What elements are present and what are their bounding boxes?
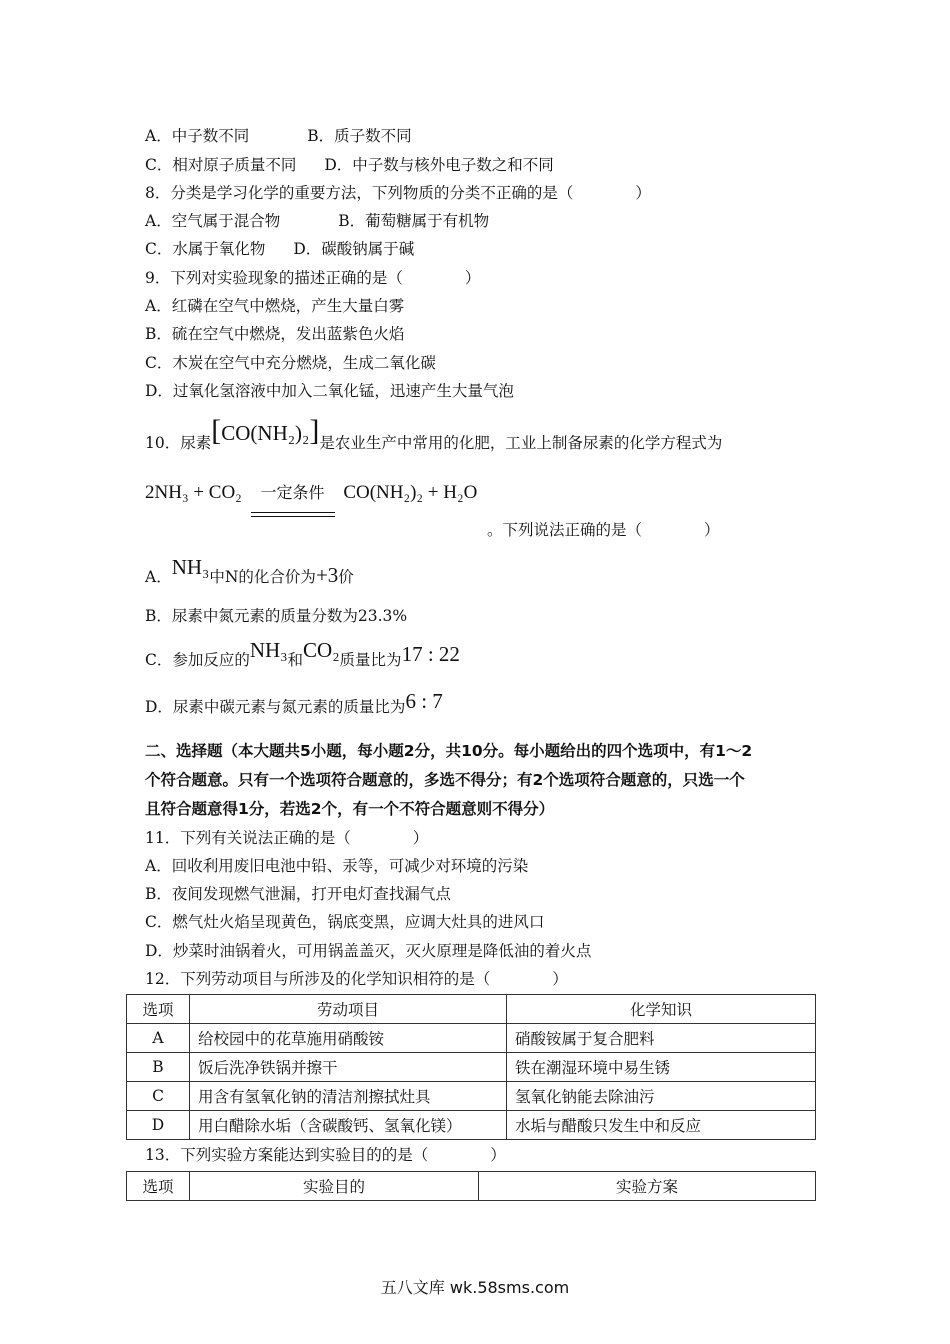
q13-header-option: 选项 xyxy=(127,1172,190,1201)
q10-option-a-label: A． xyxy=(145,568,172,586)
table-row xyxy=(127,1024,816,1053)
q9-option-c: C．木炭在空气中充分燃烧，生成二氧化碳 xyxy=(145,354,436,372)
q10-option-c-formula2: CO₂ xyxy=(303,638,340,662)
q12-header-option: 选项 xyxy=(127,995,190,1024)
q10-equation xyxy=(145,478,477,508)
table-cell: 用白醋除水垢（含碳酸钙、氢氧化镁） xyxy=(190,1111,507,1140)
q10-option-c xyxy=(145,638,460,675)
table-row xyxy=(127,1053,816,1082)
q11-stem: 11．下列有关说法正确的是（ ） xyxy=(145,829,429,847)
q8-option-b: B．葡萄糖属于有机物 xyxy=(338,212,490,230)
q10-eq-condition: 一定条件 xyxy=(260,483,325,502)
q10-ask: 。下列说法正确的是（ ） xyxy=(487,521,720,539)
table-cell: 水垢与醋酸只发生中和反应 xyxy=(507,1111,816,1140)
q13-table xyxy=(126,1171,816,1201)
q10-option-a-value: +3 xyxy=(315,563,339,587)
q11-option-a: A．回收利用废旧电池中铅、汞等，可减少对环境的污染 xyxy=(145,857,529,875)
q12-table xyxy=(126,994,816,1140)
q13-header-plan: 实验方案 xyxy=(479,1172,816,1201)
q10-option-a-suffix: 价 xyxy=(338,568,354,586)
section2-heading-line1: 二、选择题（本大题共5小题，每小题2分，共10分。每小题给出的四个选项中，有1～2 xyxy=(145,742,753,760)
q10-option-c-formula1: NH₃ xyxy=(249,638,288,662)
table-cell: D xyxy=(127,1111,190,1140)
q12-header-knowledge: 化学知识 xyxy=(507,995,816,1024)
table-cell: 用含有氢氧化钠的清洁剂擦拭灶具 xyxy=(190,1082,507,1111)
q7-option-b: B．质子数不同 xyxy=(307,127,412,145)
section2-heading-line2: 个符合题意。只有一个选项符合题意的，多选不得分；有2个选项符合题意的，只选一个 xyxy=(145,771,745,789)
section2-heading-line3: 且符合题意得1分，若选2个，有一个不符合题意则不得分） xyxy=(145,800,555,818)
q8-option-c: C．水属于氧化物 xyxy=(145,240,266,258)
q10-option-d-value: 6 : 7 xyxy=(405,689,443,713)
q12-stem: 12．下列劳动项目与所涉及的化学知识相符的是（ ） xyxy=(145,970,568,988)
q9-option-b: B．硫在空气中燃烧，发出蓝紫色火焰 xyxy=(145,325,405,343)
q10-option-c-label: C．参加反应的 xyxy=(145,651,250,669)
q11-option-b: B．夜间发现燃气泄漏，打开电灯查找漏气点 xyxy=(145,885,451,903)
q10-option-c-and: 和 xyxy=(287,651,304,669)
table-row xyxy=(127,1082,816,1111)
table-cell: C xyxy=(127,1082,190,1111)
q10-eq-arrow xyxy=(251,512,335,517)
q13-stem: 13．下列实验方案能达到实验目的的是（ ） xyxy=(145,1146,506,1164)
q10-option-b: B．尿素中氮元素的质量分数为23.3% xyxy=(145,607,408,625)
q11-option-d: D．炒菜时油锅着火，可用锅盖盖灭，灭火原理是降低油的着火点 xyxy=(145,942,592,960)
q12-header-labor: 劳动项目 xyxy=(190,995,507,1024)
q9-option-d: D．过氧化氢溶液中加入二氧化锰，迅速产生大量气泡 xyxy=(145,382,514,400)
q9-option-a: A．红磷在空气中燃烧，产生大量白雾 xyxy=(145,297,405,315)
q7-option-c: C．相对原子质量不同 xyxy=(145,156,297,174)
q7-option-d: D．中子数与核外电子数之和不同 xyxy=(324,156,554,174)
table-cell: 氢氧化钠能去除油污 xyxy=(507,1082,816,1111)
q10-option-d-text: D．尿素中碳元素与氮元素的质量比为 xyxy=(145,698,406,716)
q10-option-d xyxy=(145,690,443,722)
q10-option-c-value: 17 : 22 xyxy=(401,642,460,666)
q12-table-header xyxy=(127,995,816,1024)
q7-options-row1 xyxy=(145,126,412,146)
table-cell: B xyxy=(127,1053,190,1082)
table-cell: 铁在潮湿环境中易生锈 xyxy=(507,1053,816,1082)
q10-option-a-formula: NH₃ xyxy=(171,555,210,579)
q8-stem: 8．分类是学习化学的重要方法，下列物质的分类不正确的是（ ） xyxy=(145,184,651,202)
table-cell: A xyxy=(127,1024,190,1053)
table-cell: 给校园中的花草施用硝酸铵 xyxy=(190,1024,507,1053)
q10-option-a xyxy=(145,555,354,592)
table-row xyxy=(127,1111,816,1140)
q10-urea-formula: CO(NH₂)₂ xyxy=(221,421,310,445)
q9-stem: 9．下列对实验现象的描述正确的是（ ） xyxy=(145,269,481,287)
q10-eq-right: CO(NH₂)₂ + H₂O xyxy=(343,482,478,503)
q10-eq-left: 2NH₃ + CO₂ xyxy=(145,482,242,503)
q7-options-row2 xyxy=(145,155,554,175)
q10-option-c-text: 质量比为 xyxy=(339,651,402,669)
q10-stem: 10．尿素[CO(NH₂)₂]是农业生产中常用的化肥，工业上制备尿素的化学方程式为 xyxy=(145,414,723,452)
q11-option-c: C．燃气灶火焰呈现黄色，锅底变黑，应调大灶具的进风口 xyxy=(145,913,545,931)
q10-stem-prefix: 10．尿素 xyxy=(145,434,212,452)
q8-options-row2 xyxy=(145,239,414,259)
q8-option-a: A．空气属于混合物 xyxy=(145,212,281,230)
q10-stem-suffix: 是农业生产中常用的化肥，工业上制备尿素的化学方程式为 xyxy=(319,434,723,452)
q13-header-purpose: 实验目的 xyxy=(190,1172,479,1201)
table-cell: 硝酸铵属于复合肥料 xyxy=(507,1024,816,1053)
footer-watermark: 五八文库 wk.58sms.com xyxy=(380,1278,570,1297)
table-cell: 饭后洗净铁锅并擦干 xyxy=(190,1053,507,1082)
q8-options-row1 xyxy=(145,211,489,231)
q8-option-d: D．碳酸钠属于碱 xyxy=(293,240,415,258)
q10-option-a-text: 中N的化合价为 xyxy=(209,568,316,586)
q13-table-header xyxy=(127,1172,816,1201)
q7-option-a: A．中子数不同 xyxy=(145,127,250,145)
